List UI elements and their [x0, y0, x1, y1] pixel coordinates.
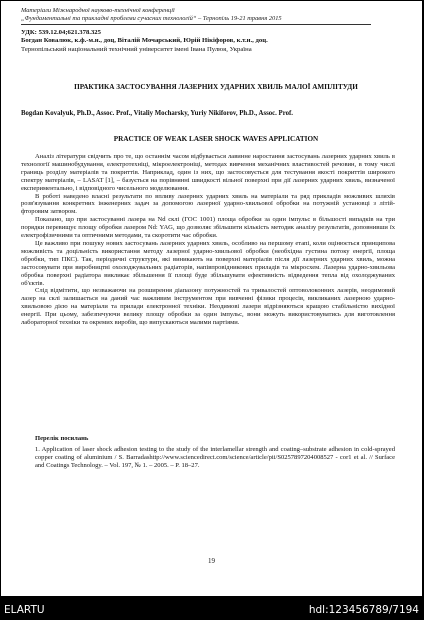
- body-paragraph: Аналіз літератури свідчить про те, що останнім часом відбувається лавинне наростання застосувань лазерних ударних хвиль в технології машинобудування, електротехніці, мікроелектроніці, методах вивчення механічних властивостей речовин, в тому числі границь розділу матеріалів та покриттів. Наприклад, один із них, що застосовується для тестування якості покриттів широкого спектру матеріалів, – LASAT [1], – базується на порівнянні швидкості вільної поверхні при дії лазерних ударних хвиль, визначеної експериментально, і відповідного чисельного моделювання.: [21, 153, 395, 192]
- header-divider: [21, 24, 371, 25]
- references-title: Перелік посилань: [35, 435, 89, 442]
- page-number: 19: [208, 557, 215, 565]
- article-meta: [21, 29, 411, 54]
- conference-header-line-1: Матеріали Міжнародної науково-технічної конференції: [21, 7, 175, 14]
- handle-identifier: hdl:123456789/7194: [308, 604, 419, 616]
- body-paragraph: Це важливо при пошуку нових застосувань лазерних ударних хвиль, особливо на першому етапі, коли оцінюється принципова можливість та доцільність використання методу лазерної ударно-хвильової обробки (необхідна густина потоку енергії, площа обробки, тип ПКС). Так, періодичні структури, які виникають на поверхні матеріалів після дії лазерних ударних хвиль, можна застосовувати при виробництві охолоджувальних радіаторів, напівпровідникових приладів та мікросхем. Лазерна ударно-хвильова обробка поверхні радіатора викликає збільшення її площі буде збільшувати ефективність відведення тепла від охолоджуваних об'єктів.: [21, 239, 395, 287]
- conference-header-line-2: „Фундаментальні та прикладні проблеми сучасних технологій“ – Тернопіль 19-21 травня 2015: [21, 15, 282, 22]
- article-title-ua: ПРАКТИКА ЗАСТОСУВАННЯ ЛАЗЕРНИХ УДАРНИХ ХВИЛЬ МАЛОЇ АМПЛІТУДИ: [74, 83, 358, 91]
- body-paragraph: Показано, що при застосуванні лазера на Nd склі (ГОС 1001) площа обробки за один імпульс в більшості випадків на три порядки перевищує площу обробки лазером Nd: YAG, що дозволяє збільшити кількість методик аналізу результатів, доповнивши їх електрофізичними та оптичними методами, та скоротити час обробки.: [21, 216, 395, 240]
- authors-ua: Богдан Ковалюк, к.ф.-м.н., доц, Віталій Мочарський, Юрій Нікіфоров, к.т.н., доц.: [21, 37, 268, 45]
- reference-item: 1. Application of laser shock adhesion testing to the study of the interlamellar strength and coating–substrate adhesion in cold-sprayed copper coating of aluminium / S. Barradashttp://www.sciencedirect.com/science/article/pii/S0257897204008527 - cor1 et al. // Surface and Coatings Technology. – Vol. 197, № 1. – 2005. – P. 18–27.: [35, 445, 395, 469]
- viewer-status-bar: [0, 597, 424, 620]
- conference-header: [21, 7, 411, 25]
- article-title-en: PRACTICE OF WEAK LASER SHOCK WAVES APPLICATION: [113, 135, 319, 143]
- body-paragraph: В роботі наведено власні результати по впливу лазерних ударних хвиль на матеріали та ряд прикладів можливих шляхів розв'язування конкретних інженерних задач за допомогою лазерної ударно-хвильової обробки на потужній установці з літій-фторовим затвором.: [21, 192, 395, 216]
- references-section: [21, 435, 395, 470]
- affiliation: Тернопільський національний технічний університет імені Івана Пулюя, Україна: [21, 45, 252, 53]
- authors-en: Bogdan Kovalyuk, Ph.D., Assoc. Prof., Vitaliy Mocharsky, Yuriy Nikiforov, Ph.D., Assoc. Prof.: [21, 110, 293, 117]
- repository-name: ELARTU: [4, 604, 45, 616]
- document-page: [1, 1, 422, 596]
- udk-code: УДК: 539.12.04;621.378.325: [21, 29, 101, 36]
- body-paragraph: Слід відмітити, що незважаючи на розширення діапазону потужностей та тривалостей оптоволоконних лазерів, неодимовий лазер на склі залишається на даний час важливим інструментом при вивченні фізики процесів, викликаних лазерною ударно-хвильовою дією на матеріали та прилади електронної техніки. Неодимові лазери відрізняються кращою стабільністю вихідної енергії. При цьому, забезпечуючи велику площу обробки за один імпульс, вони можуть використовуватись для виготовлення лабораторної техніки та окремих виробів, що випускаються малими партіями.: [21, 287, 395, 327]
- article-body: [21, 153, 395, 327]
